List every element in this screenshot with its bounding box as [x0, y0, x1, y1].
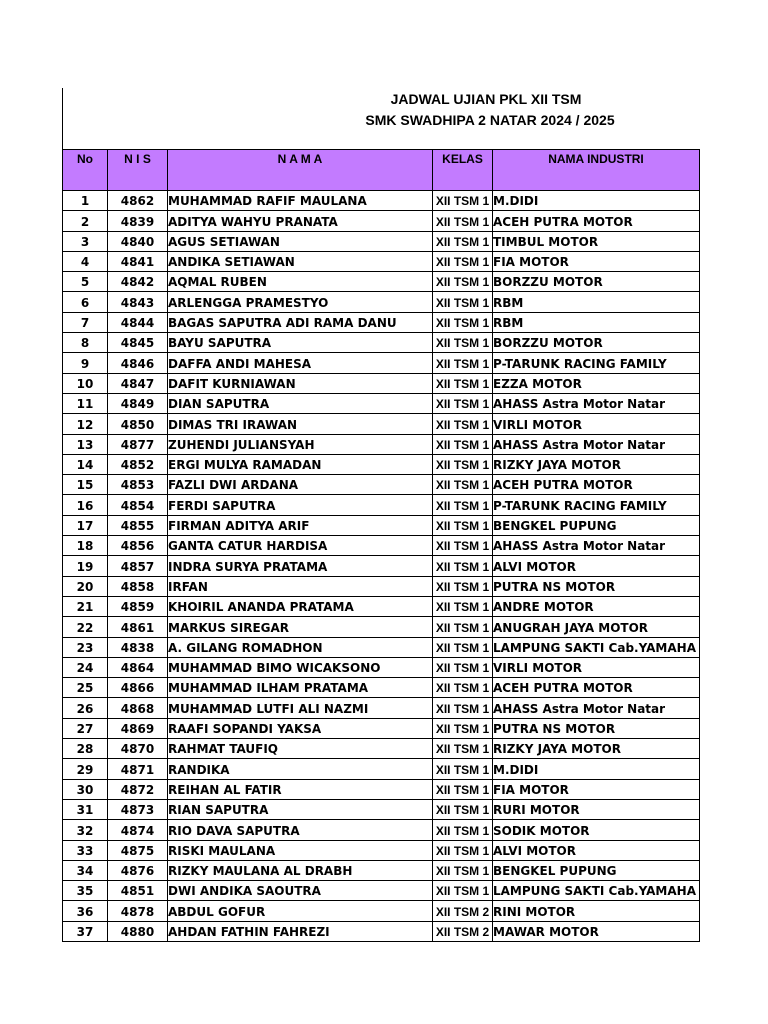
- class-name: XII TSM 1: [433, 536, 493, 556]
- student-nis: 4878: [108, 901, 168, 921]
- class-name: XII TSM 2: [433, 921, 493, 941]
- student-nis: 4838: [108, 637, 168, 657]
- table-row: [63, 495, 700, 515]
- student-name: A. GILANG ROMADHON: [168, 637, 433, 657]
- student-name: RIO DAVA SAPUTRA: [168, 820, 433, 840]
- row-number: 4: [63, 251, 108, 271]
- student-name: AQMAL RUBEN: [168, 272, 433, 292]
- student-name: RAAFI SOPANDI YAKSA: [168, 718, 433, 738]
- student-nis: 4861: [108, 617, 168, 637]
- industry-name: M.DIDI: [493, 759, 700, 779]
- row-number: 35: [63, 881, 108, 901]
- student-nis: 4839: [108, 211, 168, 231]
- industry-name: AHASS Astra Motor Natar: [493, 536, 700, 556]
- row-number: 26: [63, 698, 108, 718]
- student-nis: 4840: [108, 231, 168, 251]
- table-row: [63, 414, 700, 434]
- table-row: [63, 515, 700, 535]
- student-name: ERGI MULYA RAMADAN: [168, 454, 433, 474]
- student-name: RIZKY MAULANA AL DRABH: [168, 860, 433, 880]
- row-number: 9: [63, 353, 108, 373]
- industry-name: AHASS Astra Motor Natar: [493, 434, 700, 454]
- class-name: XII TSM 1: [433, 272, 493, 292]
- class-name: XII TSM 1: [433, 231, 493, 251]
- student-nis: 4858: [108, 576, 168, 596]
- table-row: [63, 596, 700, 616]
- class-name: XII TSM 1: [433, 495, 493, 515]
- row-number: 6: [63, 292, 108, 312]
- industry-name: RBM: [493, 312, 700, 332]
- class-name: XII TSM 1: [433, 414, 493, 434]
- table-row: [63, 739, 700, 759]
- class-name: XII TSM 1: [433, 251, 493, 271]
- industry-name: LAMPUNG SAKTI Cab.YAMAHA: [493, 637, 700, 657]
- student-nis: 4849: [108, 393, 168, 413]
- table-row: [63, 759, 700, 779]
- student-nis: 4880: [108, 921, 168, 941]
- table-row: [63, 901, 700, 921]
- class-name: XII TSM 1: [433, 333, 493, 353]
- student-name: MUHAMMAD LUTFI ALI NAZMI: [168, 698, 433, 718]
- student-name: RAHMAT TAUFIQ: [168, 739, 433, 759]
- class-name: XII TSM 1: [433, 454, 493, 474]
- industry-name: BENGKEL PUPUNG: [493, 860, 700, 880]
- class-name: XII TSM 1: [433, 373, 493, 393]
- row-number: 33: [63, 840, 108, 860]
- student-nis: 4847: [108, 373, 168, 393]
- industry-name: RURI MOTOR: [493, 799, 700, 819]
- column-header-industri: NAMA INDUSTRI: [493, 150, 700, 191]
- table-row: [63, 251, 700, 271]
- student-name: INDRA SURYA PRATAMA: [168, 556, 433, 576]
- student-name: ABDUL GOFUR: [168, 901, 433, 921]
- class-name: XII TSM 1: [433, 840, 493, 860]
- industry-name: TIMBUL MOTOR: [493, 231, 700, 251]
- table-row: [63, 921, 700, 941]
- row-number: 3: [63, 231, 108, 251]
- class-name: XII TSM 1: [433, 881, 493, 901]
- student-nis: 4874: [108, 820, 168, 840]
- table-row: [63, 353, 700, 373]
- class-name: XII TSM 1: [433, 353, 493, 373]
- table-row: [63, 434, 700, 454]
- student-nis: 4862: [108, 191, 168, 211]
- industry-name: ALVI MOTOR: [493, 840, 700, 860]
- row-number: 10: [63, 373, 108, 393]
- student-name: ADITYA WAHYU PRANATA: [168, 211, 433, 231]
- industry-name: FIA MOTOR: [493, 251, 700, 271]
- class-name: XII TSM 1: [433, 393, 493, 413]
- table-row: [63, 718, 700, 738]
- industry-name: FIA MOTOR: [493, 779, 700, 799]
- table-row: [63, 272, 700, 292]
- industry-name: ACEH PUTRA MOTOR: [493, 475, 700, 495]
- industry-name: BORZZU MOTOR: [493, 333, 700, 353]
- column-header-nama: N A M A: [168, 150, 433, 191]
- class-name: XII TSM 1: [433, 698, 493, 718]
- student-nis: 4872: [108, 779, 168, 799]
- student-nis: 4846: [108, 353, 168, 373]
- student-nis: 4868: [108, 698, 168, 718]
- industry-name: LAMPUNG SAKTI Cab.YAMAHA: [493, 881, 700, 901]
- class-name: XII TSM 1: [433, 759, 493, 779]
- class-name: XII TSM 1: [433, 637, 493, 657]
- student-nis: 4845: [108, 333, 168, 353]
- industry-name: ACEH PUTRA MOTOR: [493, 211, 700, 231]
- student-nis: 4856: [108, 536, 168, 556]
- class-name: XII TSM 1: [433, 860, 493, 880]
- row-number: 31: [63, 799, 108, 819]
- row-number: 23: [63, 637, 108, 657]
- row-number: 36: [63, 901, 108, 921]
- table-row: [63, 231, 700, 251]
- industry-name: RBM: [493, 292, 700, 312]
- table-row: [63, 191, 700, 211]
- student-nis: 4875: [108, 840, 168, 860]
- student-name: GANTA CATUR HARDISA: [168, 536, 433, 556]
- column-header-kelas: KELAS: [433, 150, 493, 191]
- class-name: XII TSM 1: [433, 657, 493, 677]
- row-number: 8: [63, 333, 108, 353]
- industry-name: VIRLI MOTOR: [493, 657, 700, 677]
- student-nis: 4854: [108, 495, 168, 515]
- industry-name: AHASS Astra Motor Natar: [493, 393, 700, 413]
- industry-name: BORZZU MOTOR: [493, 272, 700, 292]
- student-name: DIAN SAPUTRA: [168, 393, 433, 413]
- student-name: DWI ANDIKA SAOUTRA: [168, 881, 433, 901]
- class-name: XII TSM 1: [433, 779, 493, 799]
- class-name: XII TSM 1: [433, 678, 493, 698]
- table-row: [63, 799, 700, 819]
- student-nis: 4841: [108, 251, 168, 271]
- table-row: [63, 454, 700, 474]
- student-name: ARLENGGA PRAMESTYO: [168, 292, 433, 312]
- student-name: RISKI MAULANA: [168, 840, 433, 860]
- table-row: [63, 637, 700, 657]
- exam-schedule-table: [62, 149, 700, 942]
- table-row: [63, 333, 700, 353]
- student-name: AHDAN FATHIN FAHREZI: [168, 921, 433, 941]
- industry-name: AHASS Astra Motor Natar: [493, 698, 700, 718]
- student-name: FIRMAN ADITYA ARIF: [168, 515, 433, 535]
- row-number: 34: [63, 860, 108, 880]
- student-name: MARKUS SIREGAR: [168, 617, 433, 637]
- header-row: [63, 150, 700, 191]
- table-row: [63, 617, 700, 637]
- student-name: KHOIRIL ANANDA PRATAMA: [168, 596, 433, 616]
- table-row: [63, 881, 700, 901]
- table-row: [63, 393, 700, 413]
- table-row: [63, 860, 700, 880]
- row-number: 21: [63, 596, 108, 616]
- student-nis: 4842: [108, 272, 168, 292]
- class-name: XII TSM 1: [433, 515, 493, 535]
- student-name: IRFAN: [168, 576, 433, 596]
- student-name: DIMAS TRI IRAWAN: [168, 414, 433, 434]
- row-number: 27: [63, 718, 108, 738]
- student-name: AGUS SETIAWAN: [168, 231, 433, 251]
- class-name: XII TSM 1: [433, 292, 493, 312]
- industry-name: MAWAR MOTOR: [493, 921, 700, 941]
- column-header-nis: N I S: [108, 150, 168, 191]
- industry-name: ACEH PUTRA MOTOR: [493, 678, 700, 698]
- student-nis: 4877: [108, 434, 168, 454]
- industry-name: EZZA MOTOR: [493, 373, 700, 393]
- document-subtitle: SMK SWADHIPA 2 NATAR 2024 / 2025: [365, 112, 615, 128]
- row-number: 29: [63, 759, 108, 779]
- table-row: [63, 312, 700, 332]
- row-number: 18: [63, 536, 108, 556]
- class-name: XII TSM 1: [433, 475, 493, 495]
- row-number: 20: [63, 576, 108, 596]
- row-number: 37: [63, 921, 108, 941]
- student-nis: 4864: [108, 657, 168, 677]
- student-nis: 4859: [108, 596, 168, 616]
- row-number: 2: [63, 211, 108, 231]
- class-name: XII TSM 1: [433, 799, 493, 819]
- industry-name: P-TARUNK RACING FAMILY: [493, 495, 700, 515]
- table-row: [63, 698, 700, 718]
- class-name: XII TSM 1: [433, 596, 493, 616]
- table-row: [63, 373, 700, 393]
- student-name: REIHAN AL FATIR: [168, 779, 433, 799]
- table-row: [63, 556, 700, 576]
- class-name: XII TSM 1: [433, 576, 493, 596]
- student-name: BAGAS SAPUTRA ADI RAMA DANU: [168, 312, 433, 332]
- column-header-no: No: [63, 150, 108, 191]
- student-nis: 4876: [108, 860, 168, 880]
- industry-name: M.DIDI: [493, 191, 700, 211]
- row-number: 16: [63, 495, 108, 515]
- industry-name: PUTRA NS MOTOR: [493, 718, 700, 738]
- student-name: MUHAMMAD BIMO WICAKSONO: [168, 657, 433, 677]
- student-nis: 4873: [108, 799, 168, 819]
- student-nis: 4870: [108, 739, 168, 759]
- table-row: [63, 536, 700, 556]
- table-row: [63, 211, 700, 231]
- student-name: ZUHENDI JULIANSYAH: [168, 434, 433, 454]
- row-number: 24: [63, 657, 108, 677]
- industry-name: RIZKY JAYA MOTOR: [493, 739, 700, 759]
- class-name: XII TSM 2: [433, 901, 493, 921]
- row-number: 25: [63, 678, 108, 698]
- student-nis: 4852: [108, 454, 168, 474]
- row-number: 28: [63, 739, 108, 759]
- table-row: [63, 820, 700, 840]
- class-name: XII TSM 1: [433, 191, 493, 211]
- student-name: FERDI SAPUTRA: [168, 495, 433, 515]
- student-name: RANDIKA: [168, 759, 433, 779]
- student-nis: 4851: [108, 881, 168, 901]
- industry-name: ANUGRAH JAYA MOTOR: [493, 617, 700, 637]
- student-nis: 4866: [108, 678, 168, 698]
- row-number: 32: [63, 820, 108, 840]
- row-number: 1: [63, 191, 108, 211]
- student-nis: 4855: [108, 515, 168, 535]
- student-name: BAYU SAPUTRA: [168, 333, 433, 353]
- industry-name: RIZKY JAYA MOTOR: [493, 454, 700, 474]
- row-number: 5: [63, 272, 108, 292]
- class-name: XII TSM 1: [433, 312, 493, 332]
- class-name: XII TSM 1: [433, 556, 493, 576]
- industry-name: ALVI MOTOR: [493, 556, 700, 576]
- row-number: 15: [63, 475, 108, 495]
- industry-name: SODIK MOTOR: [493, 820, 700, 840]
- industry-name: VIRLI MOTOR: [493, 414, 700, 434]
- class-name: XII TSM 1: [433, 617, 493, 637]
- table-row: [63, 779, 700, 799]
- student-name: DAFFA ANDI MAHESA: [168, 353, 433, 373]
- student-nis: 4850: [108, 414, 168, 434]
- student-nis: 4853: [108, 475, 168, 495]
- table-row: [63, 678, 700, 698]
- table-body: [63, 191, 700, 942]
- class-name: XII TSM 1: [433, 718, 493, 738]
- row-number: 30: [63, 779, 108, 799]
- industry-name: PUTRA NS MOTOR: [493, 576, 700, 596]
- row-number: 13: [63, 434, 108, 454]
- left-border-line: [62, 88, 63, 150]
- student-nis: 4871: [108, 759, 168, 779]
- industry-name: ANDRE MOTOR: [493, 596, 700, 616]
- row-number: 7: [63, 312, 108, 332]
- row-number: 14: [63, 454, 108, 474]
- row-number: 11: [63, 393, 108, 413]
- table-header: [63, 150, 700, 191]
- class-name: XII TSM 1: [433, 820, 493, 840]
- student-name: DAFIT KURNIAWAN: [168, 373, 433, 393]
- class-name: XII TSM 1: [433, 739, 493, 759]
- student-nis: 4844: [108, 312, 168, 332]
- row-number: 12: [63, 414, 108, 434]
- industry-name: RINI MOTOR: [493, 901, 700, 921]
- student-name: MUHAMMAD RAFIF MAULANA: [168, 191, 433, 211]
- class-name: XII TSM 1: [433, 434, 493, 454]
- industry-name: P-TARUNK RACING FAMILY: [493, 353, 700, 373]
- student-nis: 4869: [108, 718, 168, 738]
- table-row: [63, 475, 700, 495]
- table-row: [63, 840, 700, 860]
- class-name: XII TSM 1: [433, 211, 493, 231]
- table-row: [63, 576, 700, 596]
- row-number: 22: [63, 617, 108, 637]
- row-number: 19: [63, 556, 108, 576]
- student-name: ANDIKA SETIAWAN: [168, 251, 433, 271]
- industry-name: BENGKEL PUPUNG: [493, 515, 700, 535]
- student-nis: 4857: [108, 556, 168, 576]
- student-name: FAZLI DWI ARDANA: [168, 475, 433, 495]
- table-row: [63, 292, 700, 312]
- student-name: RIAN SAPUTRA: [168, 799, 433, 819]
- row-number: 17: [63, 515, 108, 535]
- table-row: [63, 657, 700, 677]
- document-title: JADWAL UJIAN PKL XII TSM: [390, 91, 582, 107]
- student-name: MUHAMMAD ILHAM PRATAMA: [168, 678, 433, 698]
- student-nis: 4843: [108, 292, 168, 312]
